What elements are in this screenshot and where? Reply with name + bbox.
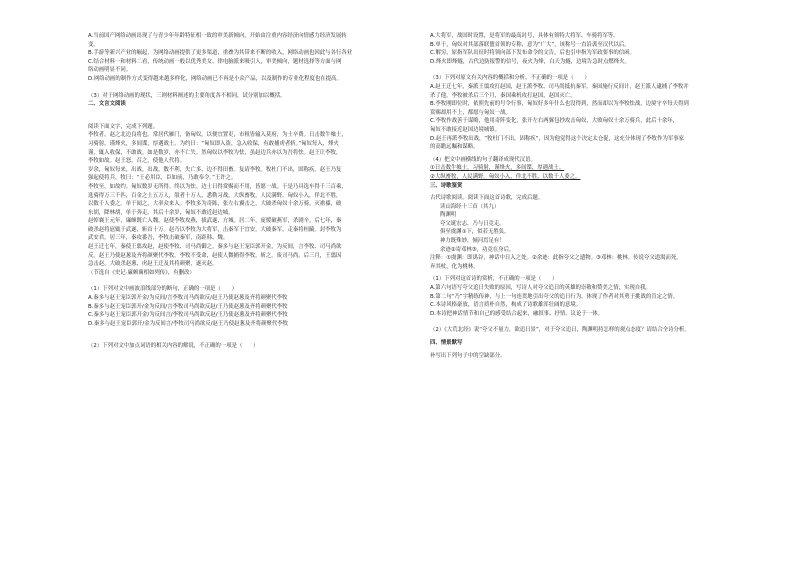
poem-author: 陶渊明: [440, 212, 457, 219]
question-4-stem: （4）把文中画横线的句子翻译成现代汉语。: [430, 156, 536, 163]
answer-option: 的高瞻远瞩和谋略。: [430, 144, 479, 151]
passage-line: 赵悼襄王元年，廉颇既亡入魏，赵使李牧攻燕，拔武遂、方城。居二年，庞煖破燕军，杀剧辛。后七年，秦: [88, 218, 342, 225]
answer-option: D.秦多与赵王宠臣郭开/金为反间言/李牧司马尚欲反/赵王乃使赵葱及齐将颜聚代李牧: [88, 320, 288, 327]
answer-option: A.秦多与赵王宠臣郭开金/为反间/言李牧司马尚欲反/赵王乃使赵葱及齐将颜聚代李牧: [88, 295, 288, 302]
poem-question-1-stem: （1）下列对这首诗的赏析，不正确的一项是（ ）: [430, 276, 558, 283]
passage-line: 赵王迁七年，秦使王翦攻赵，赵使李牧、司马尚御之。秦多与赵王宠臣郭开金，为反间，言李牧、司马尚欲: [88, 244, 342, 251]
answer-option: A.大将军，战国时设置，是将军的最高封号，具体有领特大将军、车骑将军等。: [430, 33, 619, 39]
text-line: 变。: [88, 41, 99, 48]
question-4-items: [430, 164, 730, 181]
passage-line: 武安君。居三年，秦攻番吾，李牧击破秦军，南距韩、魏。: [88, 235, 229, 242]
passage-line: 强起使将兵。牧曰：“王必用臣，臣如前，乃敢奉令。”王许之。: [88, 175, 237, 182]
section-4-title: 四、情景默写: [430, 340, 463, 346]
answer-option: C.李牧作战善于谋略，他用奇阵变化，张开左右两翼包抄攻击匈奴，大败匈奴十余万骑兵，此后十余年，: [430, 118, 679, 125]
translation-item: ①日击数牛飨士，习骑射，谨烽火，多间谍，厚遇战士。: [430, 165, 565, 172]
reading-options-block: [88, 32, 386, 84]
answer-option: B.李牧刚即位时，依照先前的号令行事，匈奴好多年什么也没得到，然而却以为李牧怯战，边境守卒每天得到: [430, 101, 689, 108]
translation-item: ②大纵畜牧，人民满野。匈奴小入，佯北不胜，以数千人委之。: [430, 173, 581, 180]
poem-notes: [430, 254, 730, 271]
passage-line: 以数千人委之。单于闻之，大率众来入。李牧多为奇陈，张左右翼击之，大破杀匈奴十余万骑。灭襜褴，破: [88, 201, 342, 208]
right-column: [430, 32, 730, 360]
answer-option: C.本诗风格豪放，语言质朴自然，构成了诗歌雄浑壮阔的意境。: [430, 302, 582, 309]
poem-line: 夸父诞宏志，乃与日竞走。: [440, 220, 505, 227]
left-column: [88, 32, 386, 351]
text-line: C.结合材料一和材料二看，传统动画一般以优秀美女、律电脑派来吸引人，审美倾向，题材选择等方面与网: [88, 58, 342, 65]
answer-option: 赏赐却用不上，都愿与匈奴一战。: [430, 109, 511, 116]
text-line: D.网络动画的制作方式变得越来越多样化，网络动画已不再是小众产品，以及制作的专业化程度也在提高。: [88, 75, 342, 82]
poem-lines: [430, 220, 730, 254]
question-2-options: [430, 32, 730, 66]
classical-passage: [88, 131, 386, 269]
text-line: （3）对于网络动画的现状，三则材料阐述的主要角度各不相同，试分别加以概括。: [88, 92, 286, 99]
answer-option: D.烽火即烽燧，古代边防报警的信号，夜火为烽，白天为燧，边境告急时点燃烽火。: [430, 58, 630, 65]
note-line: 弃其杖，化为桃林。: [430, 263, 479, 270]
answer-option: 匈奴不敢接近赵国边境城镇。: [430, 126, 501, 133]
passage-line: 选骑得万三千匹，百金之士五万人，彀者十万人，悉勒习战。大纵畜牧，人民满野。匈奴小入，佯北不胜，: [88, 192, 342, 199]
text-line: B.手游等新兴产业的崛起，为网络动画提供了更多渠道，重叠为其带来不断的收入，网络动画也因此与各行各业: [88, 50, 353, 57]
source-note: （节选自《史记·廉颇蔺相如列传》，有删改）: [88, 269, 195, 276]
passage-line: 反。赵王乃使赵葱及齐将颜聚代李牧。李牧不受命，赵使人微捕得李牧，斩之。废司马尚。后三月，王翦因: [88, 252, 342, 259]
passage-line: 岁余，匈奴每来，出战。出战，数不利，失亡多，边不得田畜。复请李牧。牧杜门不出，固称疾。赵王乃复: [88, 166, 342, 173]
answer-option: D.赵王再派李牧出战，“牧杜门不出，固称疾”，因为他觉得这个决定太仓促，这充分体现了李牧作为军事家: [430, 135, 685, 142]
poem-question-2-stem: （2）《大荒北经》说“夸父不量力，欲追日景”，对于夸父追日，陶渊明持怎样的观点态度？请结合全诗分析。: [430, 327, 690, 334]
passage-line: 习骑射，谨烽火，多间谍，厚遇战士。为约曰：“匈奴即入盗，急入收保，有敢捕虏者斩。”匈奴每入，烽火: [88, 140, 339, 147]
section-2-title: 二、文言文阅读: [88, 101, 126, 108]
question-1-stem: （1）下列对文中画波浪线部分的断句，正确的一项是（ ）: [88, 286, 237, 293]
poem-line: 神力既殊妙，倾河焉足有！: [440, 238, 505, 245]
answer-option: D.本诗把神话情节和自己的感受结合起来，融叙事、抒情、议论于一体。: [430, 310, 603, 317]
passage-intro: 阅读下面文字，完成下列题。: [88, 123, 159, 130]
poem-question-1-options: [430, 284, 730, 318]
text-line: A.当前国产网络动画出现了与青少年年龄特征相一致的审美新倾向，开始由注重内容经济向情感力经济发展转: [88, 33, 347, 39]
passage-line: 李牧者，赵之北边良将也。常居代雁门，备匈奴。以便宜置吏，市租皆输入莫府，为士卒费。日击数牛飨士，: [88, 132, 347, 139]
fill-in-stem: 补写出下列句子中的空缺部分。: [430, 352, 506, 359]
question-1-options: [88, 294, 386, 328]
passage-line: 谨，辄入收保，不敢战。如是数岁，亦不亡失。然匈奴以李牧为怯，虽赵边兵亦以为吾将怯。赵王让李牧，: [88, 149, 342, 156]
passage-line: 李牧至，如故约。匈奴数岁无所得。终以为怯。边士日得赏赐而不用，皆愿一战。于是乃具选车得千三百乘，: [88, 183, 347, 190]
question-3-block: [88, 92, 386, 101]
passage-line: 东胡，降林胡，单于奔走。其后十余岁，匈奴不敢近赵边城。: [88, 209, 234, 216]
poem-line: 余迹②寄邓林③，功竟在身后。: [440, 246, 515, 253]
poem-intro: 古代诗歌阅读。阅读下面这首诗歌，完成后题。: [430, 195, 544, 202]
question-3-stem: （3）下列对原文有关内容的概括和分析，不正确的一项是（ ）: [430, 75, 590, 82]
answer-option: C.秦多与赵王宠臣郭开金/为反间言/李牧司马尚欲反赵/王乃使赵葱及齐将颜聚代李牧: [88, 312, 288, 319]
answer-option: B.单于，匈奴对其部落联盟首领的专称，意为“广大”，该称号一直沿袭至汉代以后。: [430, 41, 630, 48]
poem-line: 俱至虞渊①下，似若无胜负。: [440, 229, 510, 236]
answer-option: B.秦多与赵王宠臣郭开/金为反间/言李牧司马尚欲反赵/王乃使赵葱及齐将颜聚代李牧: [88, 303, 288, 310]
answer-option: B.第二句“乃”字精练传神，与上一句连贯地引出夸父的追日行为，体现了作者对其勇于挑战的肯定之情。: [430, 293, 679, 300]
answer-option: A.第六句语写夸父追日失败的原因，写诗人对夸父追日的英雄的崇敬和赞美之情，实现自我。: [430, 285, 651, 292]
passage-line: 破杀赵将扈辄于武遂，斩首十万。赵乃以李牧为大将军，击秦军于宜安，大破秦军，走秦将桓齮。封李牧为: [88, 226, 342, 233]
question-2-stem: （2）下列对文中加点词语的相关内容的解说，不正确的一项是（ ）: [88, 343, 259, 350]
question-3-options: [430, 83, 730, 152]
answer-option: C.解穷，原指军队出征时将领向部下发布命令的文告，后也引申指为军政要事的信函。: [430, 50, 635, 57]
poem-title: 读山海经十三首（其九）: [440, 203, 500, 210]
section-3-title: 三、诗歌鉴赏: [430, 182, 463, 189]
passage-line: 李牧如故。赵王怒，召之，使他人代将。: [88, 158, 186, 165]
text-line: 络动画明显不同。: [88, 67, 132, 74]
passage-line: 急击赵，大破杀赵葱，虏赵王迁及其将颜聚，遂灭赵。: [88, 261, 218, 268]
answer-option: 杀了他。李牧被杀后三个月，秦国乘机攻打赵国，赵国灭亡。: [430, 92, 576, 99]
answer-option: A.赵王迁七年，秦派王翦攻打赵国，赵王派李牧、司马尚抵抗秦军。秦国施行反间计，赵王派人逮捕了李牧并: [430, 83, 689, 90]
note-line: 注释：①虞渊：即禺谷，神话中日入之处。②余迹：此指夸父之遗物。③邓林：桃林。传说夸父道渴而死，: [430, 255, 682, 262]
